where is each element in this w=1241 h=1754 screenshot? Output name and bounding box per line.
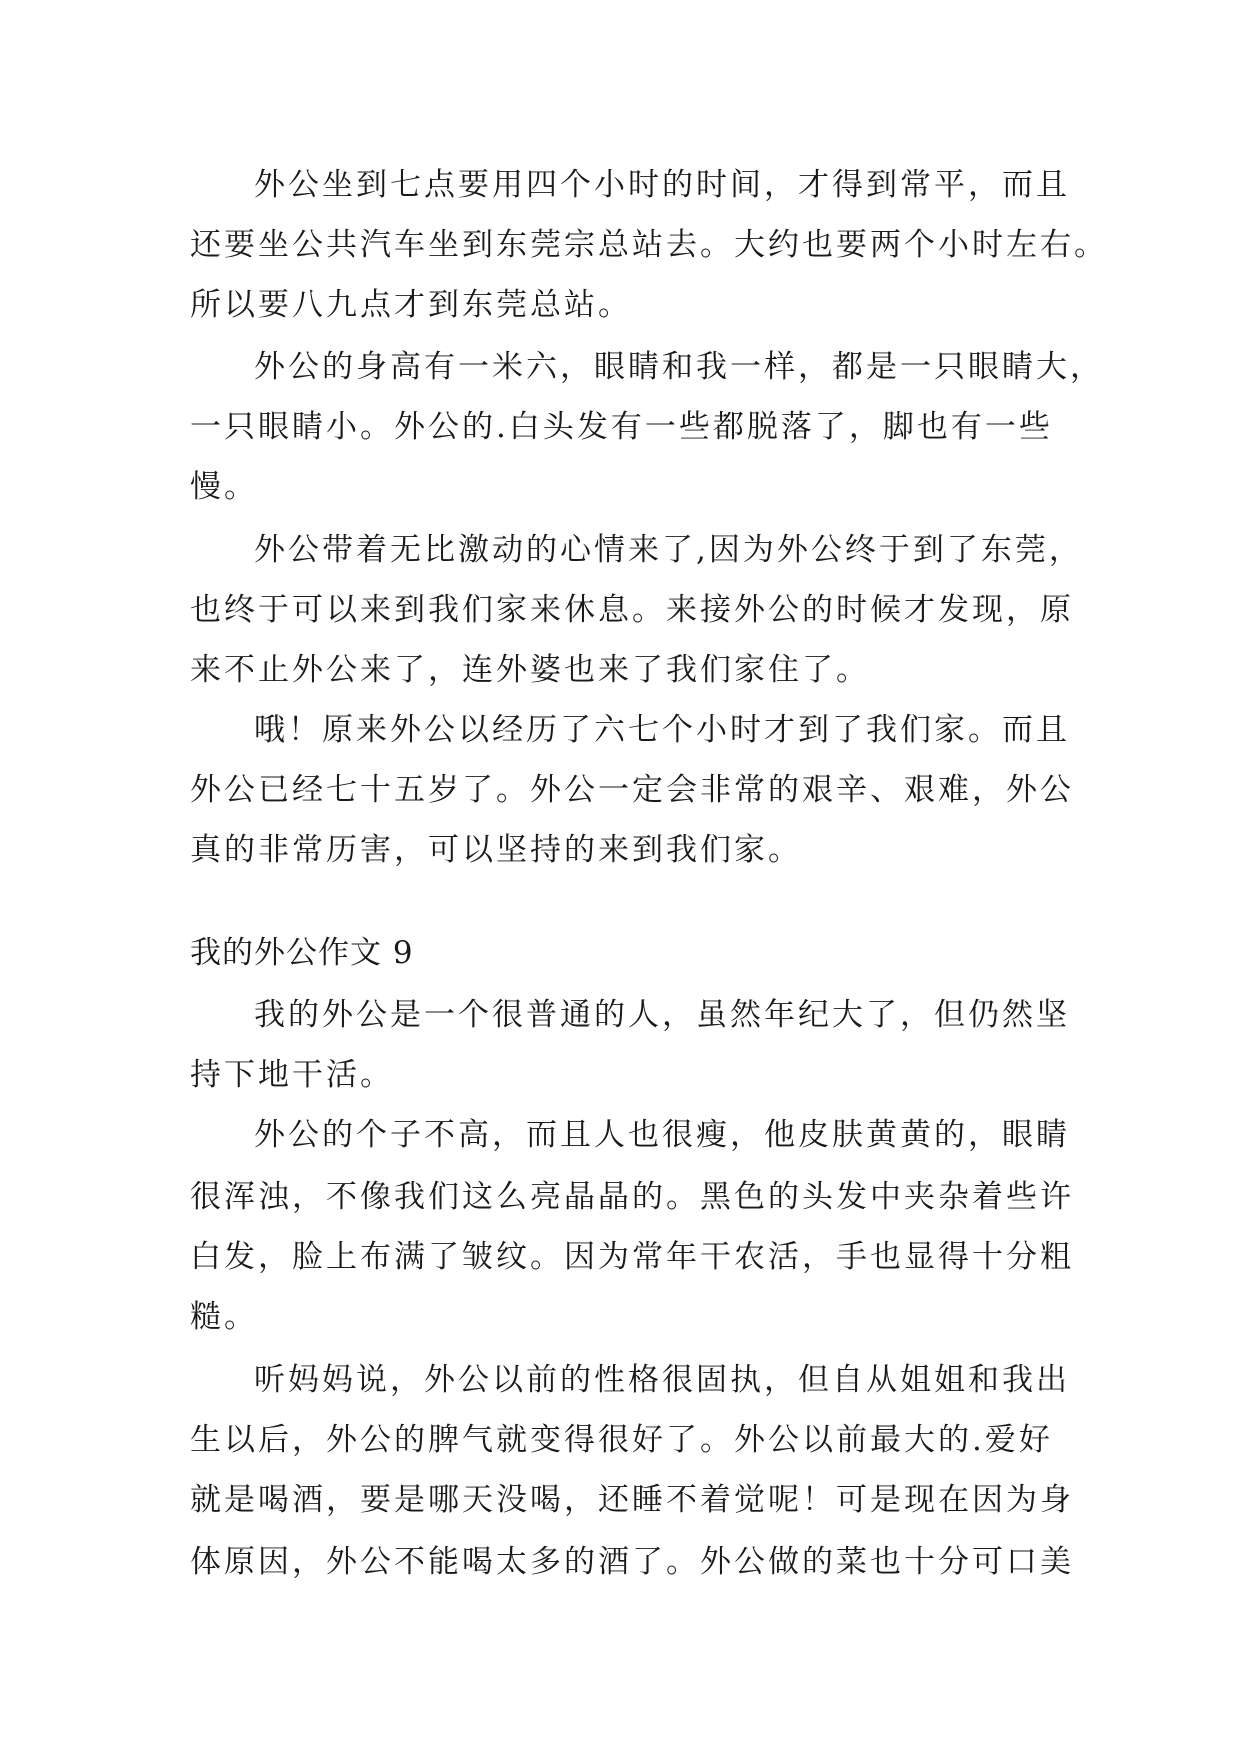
text-line: 很浑浊，不像我们这么亮晶晶的。黑色的头发中夹杂着些许 (190, 1179, 1074, 1215)
text-line: 体原因，外公不能喝太多的酒了。外公做的菜也十分可口美 (190, 1544, 1074, 1580)
text-line: 外公的身高有一米六，眼睛和我一样，都是一只眼睛大， (254, 349, 1104, 385)
text-line: 白发，脸上布满了皱纹。因为常年干农活，手也显得十分粗 (190, 1239, 1074, 1275)
section-heading: 我的外公作文 9 (190, 935, 414, 971)
text-line: 一只眼睛小。外公的.白头发有一些都脱落了，脚也有一些 (190, 409, 1053, 445)
text-line: 外公的个子不高，而且人也很瘦，他皮肤黄黄的，眼睛 (254, 1117, 1070, 1153)
text-line: 还要坐公共汽车坐到东莞宗总站去。大约也要两个小时左右。 (190, 227, 1108, 263)
text-line: 哦！原来外公以经历了六七个小时才到了我们家。而且 (254, 712, 1070, 748)
text-line: 外公坐到七点要用四个小时的时间，才得到常平，而且 (254, 167, 1070, 203)
text-line: 听妈妈说，外公以前的性格很固执，但自从姐姐和我出 (254, 1362, 1070, 1398)
text-line: 我的外公是一个很普通的人，虽然年纪大了，但仍然坚 (254, 997, 1070, 1033)
text-line: 真的非常历害，可以坚持的来到我们家。 (190, 832, 802, 868)
text-line: 糙。 (190, 1299, 258, 1335)
text-line: 持下地干活。 (190, 1057, 394, 1093)
text-line: 生以后，外公的脾气就变得很好了。外公以前最大的.爱好 (190, 1422, 1053, 1458)
text-line: 来不止外公来了，连外婆也来了我们家住了。 (190, 652, 870, 688)
text-line: 所以要八九点才到东莞总站。 (190, 287, 632, 323)
text-line: 外公已经七十五岁了。外公一定会非常的艰辛、艰难，外公 (190, 772, 1074, 808)
text-line: 外公带着无比激动的心情来了,因为外公终于到了东莞， (254, 532, 1083, 568)
text-line: 也终于可以来到我们家来休息。来接外公的时候才发现，原 (190, 592, 1074, 628)
text-line: 就是喝酒，要是哪天没喝，还睡不着觉呢！可是现在因为身 (190, 1482, 1074, 1518)
text-line: 慢。 (190, 469, 258, 505)
